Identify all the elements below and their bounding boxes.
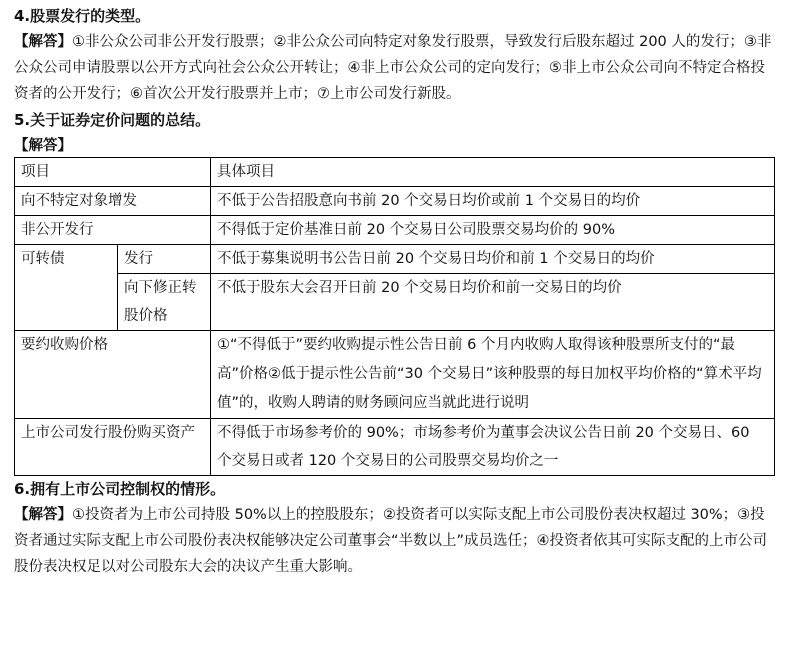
table-header-row <box>15 158 775 187</box>
table-cell-value: 不得低于市场参考价的 90%；市场参考价为董事会决议公告日前 20 个交易日、60 个交易日或者 120 个交易日的公司股票交易均价之一 <box>211 419 775 476</box>
table-cell-label: 非公开发行 <box>15 216 211 245</box>
answer-tag: 【解答】 <box>14 138 72 154</box>
table-cell-label: 上市公司发行股份购买资产 <box>15 419 211 476</box>
answer-text: ①投资者为上市公司持股 50%以上的控股股东；②投资者可以实际支配上市公司股份表决权超过 30%；③投资者通过实际支配上市公司股份表决权能够决定公司董事会“半数以上”成员选任；④投资者依其可实际支配的上市公司股份表决权足以对公司股东大会的决议产生重大影响。 <box>14 507 768 575</box>
table-cell-sublabel: 向下修正转股价格 <box>118 274 211 331</box>
table-cell-value: 不得低于定价基准日前 20 个交易日公司股票交易均价的 90% <box>211 216 775 245</box>
answer-text: ①非公众公司非公开发行股票；②非公众公司向特定对象发行股票，导致发行后股东超过 200 人的发行；③非公众公司申请股票以公开方式向社会公众公开转让；④非上市公众公司的定向发行；⑤非上市公众公司向不特定合格投资者的公开发行；⑥首次公开发行股票并上市；⑦上市公司发行新股。 <box>14 34 772 102</box>
table-row <box>15 245 775 274</box>
section-6-answer <box>14 502 774 580</box>
table-header-detail: 具体项目 <box>211 158 775 187</box>
pricing-table <box>14 157 775 476</box>
table-cell-label: 可转债 <box>15 245 118 331</box>
table-row <box>15 274 775 331</box>
section-6-heading: 6.拥有上市公司控制权的情形。 <box>14 480 226 498</box>
section-5-heading: 5.关于证券定价问题的总结。 <box>14 111 211 129</box>
table-cell-value: ①“不得低于”要约收购提示性公告日前 6 个月内收购人取得该种股票所支付的“最高”价格②低于提示性公告前“30 个交易日”该种股票的每日加权平均价格的“算术平均值”的，收购人聘请的财务顾问应当就此进行说明 <box>211 331 775 419</box>
table-cell-value: 不低于股东大会召开日前 20 个交易日均价和前一交易日的均价 <box>211 274 775 331</box>
table-row <box>15 331 775 419</box>
table-cell-label: 向不特定对象增发 <box>15 187 211 216</box>
table-row <box>15 216 775 245</box>
table-header-item: 项目 <box>15 158 211 187</box>
answer-tag: 【解答】 <box>14 34 72 50</box>
table-row <box>15 419 775 476</box>
table-row <box>15 187 775 216</box>
table-cell-label: 要约收购价格 <box>15 331 211 419</box>
answer-tag: 【解答】 <box>14 507 72 523</box>
table-cell-value: 不低于公告招股意向书前 20 个交易日均价或前 1 个交易日的均价 <box>211 187 775 216</box>
section-4-heading: 4.股票发行的类型。 <box>14 7 151 25</box>
section-4-answer <box>14 29 774 107</box>
table-cell-sublabel: 发行 <box>118 245 211 274</box>
table-cell-value: 不低于募集说明书公告日前 20 个交易日均价和前 1 个交易日的均价 <box>211 245 775 274</box>
